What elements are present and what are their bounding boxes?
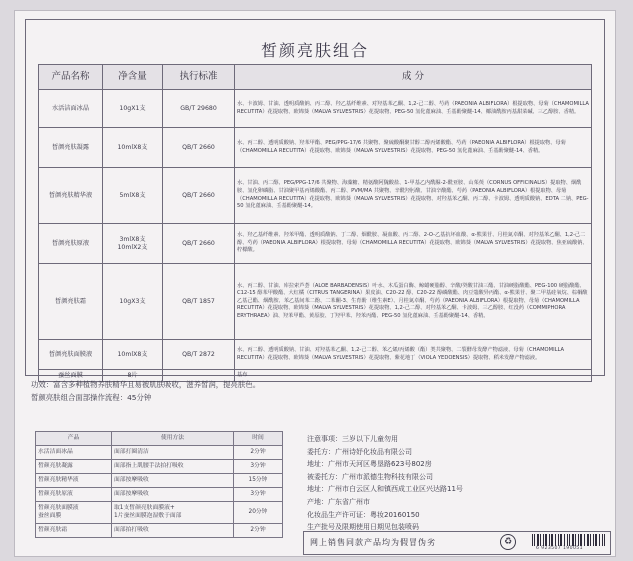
step-method: 面部拍打吸收	[112, 524, 234, 538]
procedure-table	[35, 431, 283, 538]
step-product: 皙颜亮肤精华液	[36, 474, 112, 488]
standard-code: QB/T 1857	[163, 264, 235, 340]
standard-code: QB/T 2660	[163, 224, 235, 264]
step-method: 面部按摩吸收	[112, 488, 234, 502]
step-product: 水活洁面冰晶	[36, 446, 112, 460]
net-content: 10mlX8支	[103, 128, 163, 168]
table-row	[39, 224, 592, 264]
standard-code: QB/T 2660	[163, 128, 235, 168]
table-row	[36, 460, 283, 474]
step-time: 3分钟	[234, 460, 283, 474]
ingredients-header-row	[39, 65, 592, 90]
table-row	[36, 524, 283, 538]
step-product: 皙颜亮肤原液	[36, 488, 112, 502]
anti-counterfeit-slogan: 网上销售同款产品均为假冒伪劣	[310, 538, 436, 547]
table-row	[36, 488, 283, 502]
table-row	[36, 474, 283, 488]
col-header-time: 时间	[234, 432, 283, 446]
client-address: 地址：广州市天河区粤垦路623号802房	[307, 460, 432, 469]
license-number: 化妆品生产许可证：粤妆20160150	[307, 510, 420, 519]
step-time: 20分钟	[234, 502, 283, 524]
procedure-intro: 皙颜亮肤组合面部操作流程：45分钟	[31, 393, 152, 402]
product-name: 皙颜亮肤精华液	[39, 168, 103, 224]
ingredients-frame	[25, 19, 605, 379]
table-row	[39, 340, 592, 370]
manufacturer-company: 被委托方：广州市派德生物科技有限公司	[307, 472, 433, 481]
net-content: 5mlX8支	[103, 168, 163, 224]
step-product: 皙颜亮肤面膜液 蚕丝面膜	[36, 502, 112, 524]
barcode-icon	[532, 534, 606, 546]
ingredient-list: 基布	[235, 370, 592, 382]
col-header-standard: 执行标准	[163, 65, 235, 90]
client-company: 委托方：广州诗妤化妆品有限公司	[307, 447, 412, 456]
net-content: 8片	[103, 370, 163, 382]
col-header-step-product: 产品	[36, 432, 112, 446]
net-content: 10mlX8支	[103, 340, 163, 370]
product-name: 皙颜亮肤霜	[39, 264, 103, 340]
standard-code: GB/T 29680	[163, 90, 235, 128]
ingredient-list: 水、羟乙基纤维素、羟苯甲酯、透明质酸钠、丁二醇、烟酰胺、凝血酸、丙二醇、2-O-乙基抗坏血酸、α-熊果苷、月桂氮卓酮、对羟基苯乙酮、1,2-己二醇、芍药（PAEONIA ALBIFLORA）根提取物、母菊（CHAMOMILLA RECUTITA）花提取物、欧锦葵（MALVA SYLVESTRIS）花提取物、焦亚硫酸钠、柠檬酸。	[235, 224, 592, 264]
origin: 产地：广东省广州市	[307, 497, 370, 506]
step-product: 皙颜亮肤霜	[36, 524, 112, 538]
col-header-product: 产品名称	[39, 65, 103, 90]
product-name: 皙颜亮肤原液	[39, 224, 103, 264]
recycle-icon: ♻	[500, 534, 516, 550]
ingredients-table	[38, 64, 592, 382]
ingredient-list: 水、丙二醇、甘油、库拉索芦荟（ALOE BARBADENSIS）叶水、木瓜蛋白酶、鲸蜡硬脂醇、辛酸/癸酸甘油三酯、甘油硬脂酸酯、PEG-100 硬脂酸酯、C12-15 醇苯甲酸酯、大红橘（CITRUS TANGERINA）果皮油、C20-22 醇、C20-22 醇磷酸酯、肉豆蔻酸异丙酯、α-熊果苷、聚二甲基硅氧烷、棕榈酸乙基己酯、烟酰胺、苯乙基间苯二酚、二苯酮-3、生育酚（维生素E）、月桂氮卓酮、芍药（PAEONIA ALBIFLORA）根提取物、母菊（CHAMOMILLA RECUTITA）花提取物、欧锦葵（MALVA SYLVESTRIS）花提取物、1,2-己二醇、对羟基苯乙酮、卡波姆、三乙醇胺、红没药（COMMIPHORA ERYTHRAEA）油、羟苯甲酯、黄原胶、丁羟甲苯、羟苯丙酯、PEG-50 氢化蓖麻油、壬基酚聚醚-14、香精。	[235, 264, 592, 340]
anti-counterfeit-box	[303, 531, 611, 555]
batch-note: 生产批号及限期使用日期见包装喷码	[307, 523, 419, 532]
table-row	[39, 128, 592, 168]
product-name: 皙颜亮肤面膜液	[39, 340, 103, 370]
table-row	[39, 264, 592, 340]
step-method: 面部打圈清洁	[112, 446, 234, 460]
step-product: 皙颜亮肤凝露	[36, 460, 112, 474]
ingredient-list: 水、丙二醇、透明质酸钠、羟苯甲酯、PEG/PPG-17/6 共聚物、聚硫酸酮聚甘醇二醇丙烯酸酯、芍药（PAEONIA ALBIFLORA）根提取物、母菊（CHAMOMILLA RECUTITA）花提取物、欧锦葵（MALVA SYLVESTRIS）花提取物、PEG-50 氢化蓖麻油、壬基酚聚醚-14、香精。	[235, 128, 592, 168]
procedure-header-row	[36, 432, 283, 446]
step-time: 2分钟	[234, 446, 283, 460]
table-row	[39, 90, 592, 128]
net-content: 10gX3支	[103, 264, 163, 340]
ingredient-list: 水、卡波姆、甘油、透明质酸钠、丙二醇、羟乙基纤维素、对羟基苯乙酮、1,2-己二醇、芍药（PAEONIA ALBIFLORA）根提取物、母菊（CHAMOMILLA RECUTITA）花提取物、欧锦葵（MALVA SYLVESTRIS）花提取物、PEG-50 氢化蓖麻油、壬基酚聚醚-14、椰油酰胺丙基甜菜碱、三乙醇胺、香精。	[235, 90, 592, 128]
product-label-sheet	[14, 10, 616, 557]
col-header-method: 使用方法	[112, 432, 234, 446]
net-content: 10gX1支	[103, 90, 163, 128]
ingredient-list: 水、丙二醇、透明质酸钠、甘油、对羟基苯乙酮、1,2-己二醇、苯乙烯/丙烯酸（酯）类共聚物、二裂酵母发酵产物滤液、母菊（CHAMOMILLA RECUTITA）花提取物、欧锦葵（MALVA SYLVESTRIS）花提取物、紫花地丁（VIOLA YEDOENSIS）提取物、稻米发酵产物滤液。	[235, 340, 592, 370]
manufacturer-info	[307, 433, 607, 534]
usage-notes	[31, 378, 591, 404]
step-method: 取1支皙颜亮肤面膜液+ 1片蚕丝面膜泡湿敷于面部	[112, 502, 234, 524]
step-method: 面部指上肌腰手法拍打吸收	[112, 460, 234, 474]
product-name: 蚕丝面膜	[39, 370, 103, 382]
table-row	[36, 446, 283, 460]
page-title: 皙颜亮肤组合	[260, 41, 369, 60]
net-content: 3mlX8支 10mlX2支	[103, 224, 163, 264]
col-header-net: 净含量	[103, 65, 163, 90]
step-time: 2分钟	[234, 524, 283, 538]
standard-code: QB/T 2660	[163, 168, 235, 224]
efficacy-text: 功效：富含多种植物养肤精华且易被肌肤吸收，滋养皙润，提亮肤色。	[31, 380, 261, 389]
barcode-number: 6 923507 190051	[536, 546, 583, 551]
product-name: 皙颜亮肤凝露	[39, 128, 103, 168]
product-name: 水活洁面冰晶	[39, 90, 103, 128]
table-row	[39, 168, 592, 224]
manufacturer-address: 地址：广州市白云区人和镇西成工业区兴达路11号	[307, 485, 463, 494]
step-time: 3分钟	[234, 488, 283, 502]
standard-code: QB/T 2872	[163, 340, 235, 370]
step-method: 面部按摩吸收	[112, 474, 234, 488]
ingredient-list: 水、甘油、丙二醇、PEG/PPG-17/6 共聚物、海藻糖、精氨酸阿魏酸盐、1-甲基乙内酰脲-2-酰亚胺、山茱萸（CORNUS OFFICINALIS）提取物、烟酰胺、氢化卵磷脂、甘油聚甲基丙烯酸酯、丙二醇、PVM/MA 共聚物、辛酰羟肟酸、甘油辛酸酯、芍药（PAEONIA ALBIFLORA）根提取物、母菊（CHAMOMILLA RECUTITA）花提取物、欧锦葵（MALVA SYLVESTRIS）花提取物、对羟基苯乙酮、丙二醇、卡波姆、透明质酸钠、EDTA 二钠、PEG-50 氢化蓖麻油、壬基酚聚醚-14。	[235, 168, 592, 224]
table-row	[36, 502, 283, 524]
col-header-ingredients: 成 分	[235, 65, 592, 90]
step-time: 15分钟	[234, 474, 283, 488]
caution-text: 注意事项：三岁以下儿童勿用	[307, 435, 398, 443]
